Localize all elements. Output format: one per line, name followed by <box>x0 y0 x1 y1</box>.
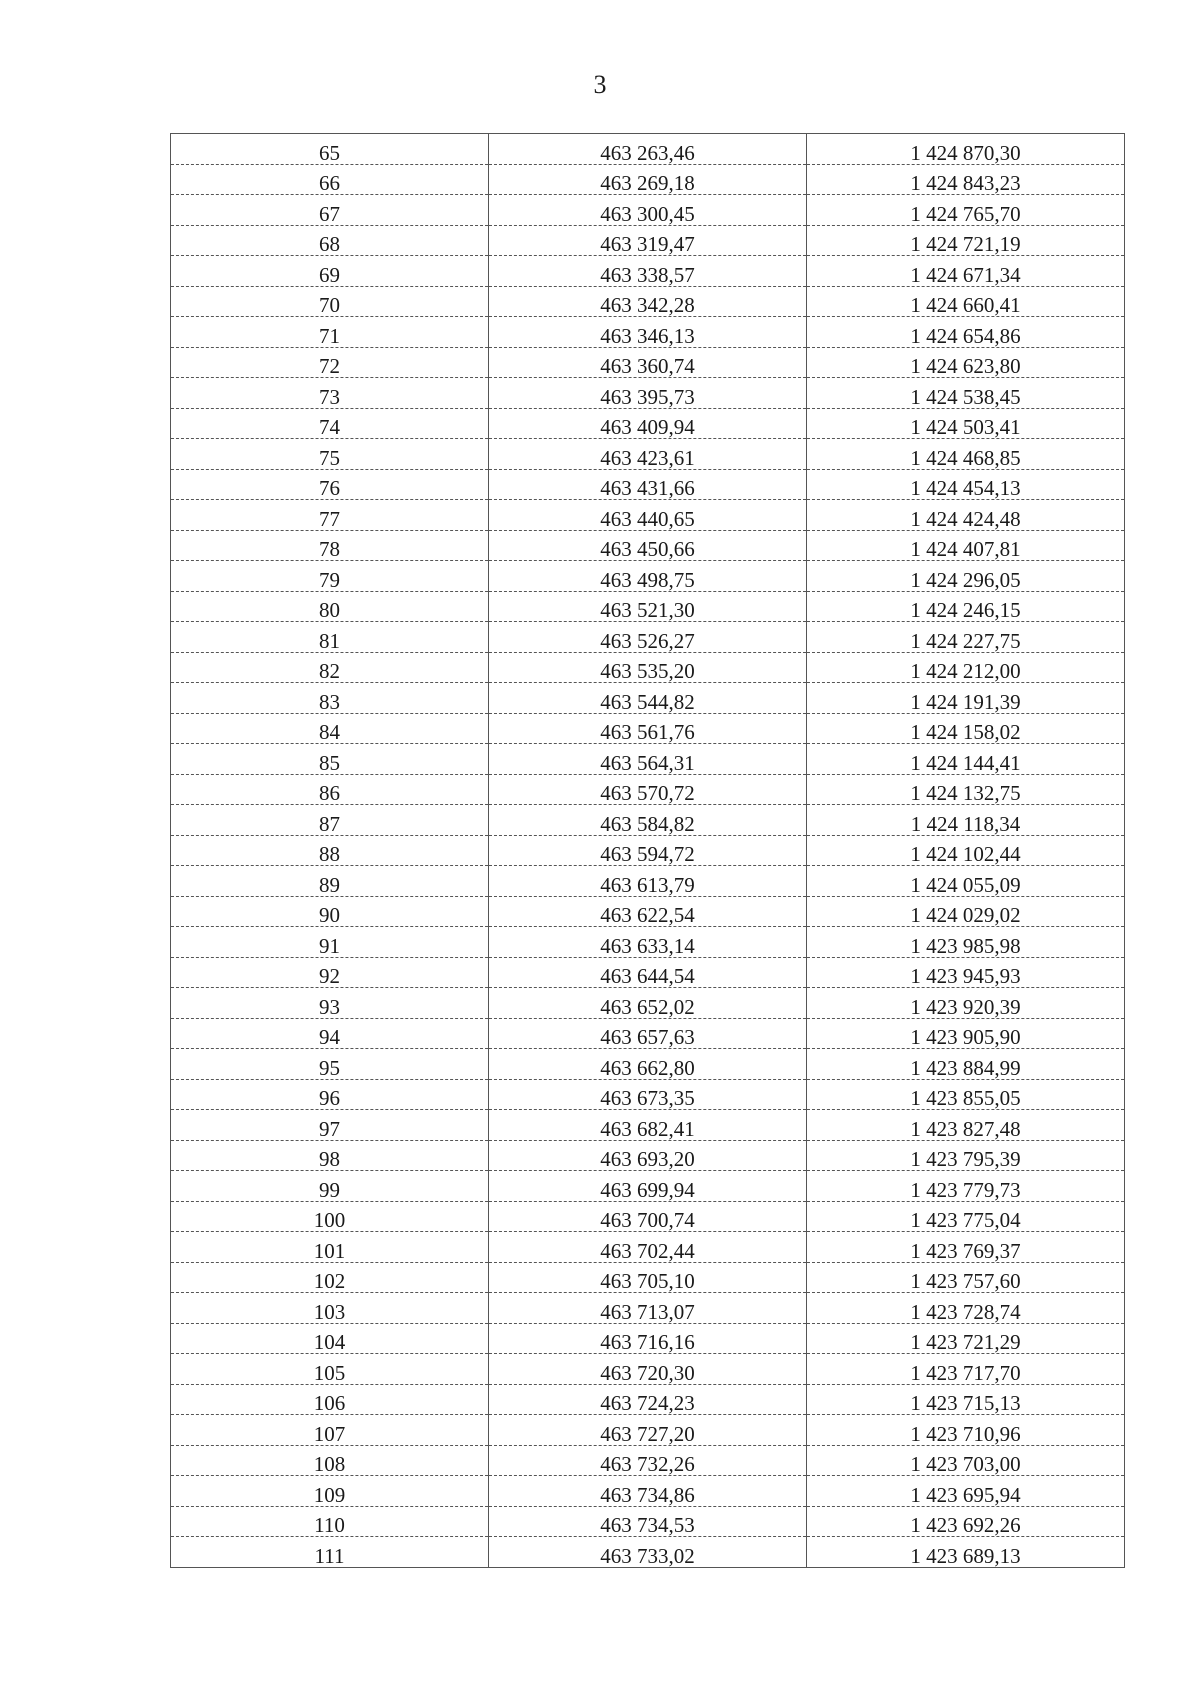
y-coordinate-cell: 1 424 671,34 <box>807 256 1125 287</box>
point-number-cell: 102 <box>171 1262 489 1293</box>
x-coordinate-cell: 463 342,28 <box>489 286 807 317</box>
point-number-cell: 84 <box>171 713 489 744</box>
y-coordinate-cell: 1 424 212,00 <box>807 652 1125 683</box>
point-number-cell: 88 <box>171 835 489 866</box>
x-coordinate-cell: 463 705,10 <box>489 1262 807 1293</box>
y-coordinate-cell: 1 424 765,70 <box>807 195 1125 226</box>
x-coordinate-cell: 463 544,82 <box>489 683 807 714</box>
table-row <box>171 713 1125 744</box>
y-coordinate-cell: 1 424 296,05 <box>807 561 1125 592</box>
table-row <box>171 896 1125 927</box>
x-coordinate-cell: 463 561,76 <box>489 713 807 744</box>
point-number-cell: 67 <box>171 195 489 226</box>
y-coordinate-cell: 1 423 769,37 <box>807 1232 1125 1263</box>
table-row <box>171 1537 1125 1568</box>
table-row <box>171 957 1125 988</box>
table-row <box>171 1415 1125 1446</box>
table-row <box>171 500 1125 531</box>
point-number-cell: 90 <box>171 896 489 927</box>
y-coordinate-cell: 1 423 695,94 <box>807 1476 1125 1507</box>
y-coordinate-cell: 1 424 623,80 <box>807 347 1125 378</box>
point-number-cell: 110 <box>171 1506 489 1537</box>
table-row <box>171 1354 1125 1385</box>
y-coordinate-cell: 1 424 118,34 <box>807 805 1125 836</box>
y-coordinate-cell: 1 424 721,19 <box>807 225 1125 256</box>
y-coordinate-cell: 1 424 158,02 <box>807 713 1125 744</box>
x-coordinate-cell: 463 734,53 <box>489 1506 807 1537</box>
x-coordinate-cell: 463 700,74 <box>489 1201 807 1232</box>
point-number-cell: 108 <box>171 1445 489 1476</box>
x-coordinate-cell: 463 570,72 <box>489 774 807 805</box>
table-row <box>171 347 1125 378</box>
point-number-cell: 105 <box>171 1354 489 1385</box>
table-row <box>171 378 1125 409</box>
table-row <box>171 866 1125 897</box>
point-number-cell: 103 <box>171 1293 489 1324</box>
point-number-cell: 95 <box>171 1049 489 1080</box>
x-coordinate-cell: 463 395,73 <box>489 378 807 409</box>
point-number-cell: 71 <box>171 317 489 348</box>
point-number-cell: 83 <box>171 683 489 714</box>
y-coordinate-cell: 1 423 715,13 <box>807 1384 1125 1415</box>
table-row <box>171 1445 1125 1476</box>
x-coordinate-cell: 463 409,94 <box>489 408 807 439</box>
table-row <box>171 1476 1125 1507</box>
table-row <box>171 1232 1125 1263</box>
y-coordinate-cell: 1 423 757,60 <box>807 1262 1125 1293</box>
table-row <box>171 1079 1125 1110</box>
point-number-cell: 94 <box>171 1018 489 1049</box>
y-coordinate-cell: 1 424 055,09 <box>807 866 1125 897</box>
y-coordinate-cell: 1 423 945,93 <box>807 957 1125 988</box>
x-coordinate-cell: 463 702,44 <box>489 1232 807 1263</box>
point-number-cell: 86 <box>171 774 489 805</box>
x-coordinate-cell: 463 732,26 <box>489 1445 807 1476</box>
y-coordinate-cell: 1 424 144,41 <box>807 744 1125 775</box>
x-coordinate-cell: 463 263,46 <box>489 134 807 165</box>
x-coordinate-cell: 463 535,20 <box>489 652 807 683</box>
point-number-cell: 91 <box>171 927 489 958</box>
x-coordinate-cell: 463 724,23 <box>489 1384 807 1415</box>
table-row <box>171 622 1125 653</box>
table-row <box>171 1293 1125 1324</box>
point-number-cell: 111 <box>171 1537 489 1568</box>
y-coordinate-cell: 1 423 717,70 <box>807 1354 1125 1385</box>
table-row <box>171 439 1125 470</box>
y-coordinate-cell: 1 423 692,26 <box>807 1506 1125 1537</box>
y-coordinate-cell: 1 424 246,15 <box>807 591 1125 622</box>
table-row <box>171 1384 1125 1415</box>
point-number-cell: 87 <box>171 805 489 836</box>
table-row <box>171 561 1125 592</box>
point-number-cell: 66 <box>171 164 489 195</box>
y-coordinate-cell: 1 424 132,75 <box>807 774 1125 805</box>
x-coordinate-cell: 463 727,20 <box>489 1415 807 1446</box>
x-coordinate-cell: 463 733,02 <box>489 1537 807 1568</box>
point-number-cell: 82 <box>171 652 489 683</box>
point-number-cell: 72 <box>171 347 489 378</box>
x-coordinate-cell: 463 269,18 <box>489 164 807 195</box>
y-coordinate-cell: 1 423 779,73 <box>807 1171 1125 1202</box>
table-row <box>171 286 1125 317</box>
table-row <box>171 744 1125 775</box>
point-number-cell: 69 <box>171 256 489 287</box>
point-number-cell: 68 <box>171 225 489 256</box>
point-number-cell: 101 <box>171 1232 489 1263</box>
x-coordinate-cell: 463 682,41 <box>489 1110 807 1141</box>
point-number-cell: 78 <box>171 530 489 561</box>
point-number-cell: 100 <box>171 1201 489 1232</box>
table-row <box>171 774 1125 805</box>
point-number-cell: 96 <box>171 1079 489 1110</box>
y-coordinate-cell: 1 424 843,23 <box>807 164 1125 195</box>
y-coordinate-cell: 1 424 029,02 <box>807 896 1125 927</box>
y-coordinate-cell: 1 424 454,13 <box>807 469 1125 500</box>
x-coordinate-cell: 463 673,35 <box>489 1079 807 1110</box>
table-row <box>171 164 1125 195</box>
x-coordinate-cell: 463 360,74 <box>489 347 807 378</box>
table-row <box>171 256 1125 287</box>
x-coordinate-cell: 463 633,14 <box>489 927 807 958</box>
x-coordinate-cell: 463 423,61 <box>489 439 807 470</box>
table-row <box>171 591 1125 622</box>
x-coordinate-cell: 463 622,54 <box>489 896 807 927</box>
table-row <box>171 805 1125 836</box>
y-coordinate-cell: 1 423 703,00 <box>807 1445 1125 1476</box>
y-coordinate-cell: 1 423 855,05 <box>807 1079 1125 1110</box>
table-row <box>171 927 1125 958</box>
table-row <box>171 530 1125 561</box>
y-coordinate-cell: 1 423 721,29 <box>807 1323 1125 1354</box>
point-number-cell: 80 <box>171 591 489 622</box>
table-row <box>171 1110 1125 1141</box>
y-coordinate-cell: 1 423 985,98 <box>807 927 1125 958</box>
point-number-cell: 74 <box>171 408 489 439</box>
point-number-cell: 106 <box>171 1384 489 1415</box>
point-number-cell: 98 <box>171 1140 489 1171</box>
x-coordinate-cell: 463 734,86 <box>489 1476 807 1507</box>
y-coordinate-cell: 1 423 795,39 <box>807 1140 1125 1171</box>
y-coordinate-cell: 1 423 689,13 <box>807 1537 1125 1568</box>
page-number: 3 <box>593 70 607 99</box>
x-coordinate-cell: 463 693,20 <box>489 1140 807 1171</box>
y-coordinate-cell: 1 423 827,48 <box>807 1110 1125 1141</box>
x-coordinate-cell: 463 594,72 <box>489 835 807 866</box>
point-number-cell: 97 <box>171 1110 489 1141</box>
coordinates-table <box>170 133 1125 1568</box>
x-coordinate-cell: 463 657,63 <box>489 1018 807 1049</box>
x-coordinate-cell: 463 526,27 <box>489 622 807 653</box>
table-row <box>171 408 1125 439</box>
x-coordinate-cell: 463 613,79 <box>489 866 807 897</box>
x-coordinate-cell: 463 584,82 <box>489 805 807 836</box>
y-coordinate-cell: 1 424 660,41 <box>807 286 1125 317</box>
point-number-cell: 93 <box>171 988 489 1019</box>
x-coordinate-cell: 463 440,65 <box>489 500 807 531</box>
table-row <box>171 1140 1125 1171</box>
x-coordinate-cell: 463 450,66 <box>489 530 807 561</box>
x-coordinate-cell: 463 662,80 <box>489 1049 807 1080</box>
table-row <box>171 195 1125 226</box>
table-row <box>171 1018 1125 1049</box>
table-row <box>171 1506 1125 1537</box>
y-coordinate-cell: 1 423 710,96 <box>807 1415 1125 1446</box>
table-row <box>171 683 1125 714</box>
point-number-cell: 77 <box>171 500 489 531</box>
x-coordinate-cell: 463 564,31 <box>489 744 807 775</box>
point-number-cell: 85 <box>171 744 489 775</box>
y-coordinate-cell: 1 423 775,04 <box>807 1201 1125 1232</box>
point-number-cell: 104 <box>171 1323 489 1354</box>
point-number-cell: 89 <box>171 866 489 897</box>
point-number-cell: 109 <box>171 1476 489 1507</box>
x-coordinate-cell: 463 699,94 <box>489 1171 807 1202</box>
y-coordinate-cell: 1 424 870,30 <box>807 134 1125 165</box>
point-number-cell: 70 <box>171 286 489 317</box>
x-coordinate-cell: 463 521,30 <box>489 591 807 622</box>
table-row <box>171 1323 1125 1354</box>
table-row <box>171 1171 1125 1202</box>
x-coordinate-cell: 463 346,13 <box>489 317 807 348</box>
y-coordinate-cell: 1 423 905,90 <box>807 1018 1125 1049</box>
coordinates-table-body <box>171 134 1125 1568</box>
table-row <box>171 1262 1125 1293</box>
x-coordinate-cell: 463 716,16 <box>489 1323 807 1354</box>
point-number-cell: 107 <box>171 1415 489 1446</box>
y-coordinate-cell: 1 423 728,74 <box>807 1293 1125 1324</box>
y-coordinate-cell: 1 424 503,41 <box>807 408 1125 439</box>
y-coordinate-cell: 1 424 227,75 <box>807 622 1125 653</box>
x-coordinate-cell: 463 644,54 <box>489 957 807 988</box>
table-row <box>171 469 1125 500</box>
point-number-cell: 76 <box>171 469 489 500</box>
y-coordinate-cell: 1 424 407,81 <box>807 530 1125 561</box>
y-coordinate-cell: 1 424 468,85 <box>807 439 1125 470</box>
point-number-cell: 73 <box>171 378 489 409</box>
x-coordinate-cell: 463 300,45 <box>489 195 807 226</box>
point-number-cell: 99 <box>171 1171 489 1202</box>
table-row <box>171 134 1125 165</box>
point-number-cell: 79 <box>171 561 489 592</box>
x-coordinate-cell: 463 720,30 <box>489 1354 807 1385</box>
table-row <box>171 835 1125 866</box>
x-coordinate-cell: 463 713,07 <box>489 1293 807 1324</box>
y-coordinate-cell: 1 424 191,39 <box>807 683 1125 714</box>
y-coordinate-cell: 1 424 654,86 <box>807 317 1125 348</box>
y-coordinate-cell: 1 424 424,48 <box>807 500 1125 531</box>
y-coordinate-cell: 1 423 920,39 <box>807 988 1125 1019</box>
table-row <box>171 652 1125 683</box>
x-coordinate-cell: 463 431,66 <box>489 469 807 500</box>
y-coordinate-cell: 1 424 538,45 <box>807 378 1125 409</box>
x-coordinate-cell: 463 338,57 <box>489 256 807 287</box>
point-number-cell: 75 <box>171 439 489 470</box>
x-coordinate-cell: 463 652,02 <box>489 988 807 1019</box>
table-row <box>171 988 1125 1019</box>
table-row <box>171 317 1125 348</box>
point-number-cell: 92 <box>171 957 489 988</box>
table-row <box>171 1201 1125 1232</box>
table-row <box>171 225 1125 256</box>
table-row <box>171 1049 1125 1080</box>
x-coordinate-cell: 463 498,75 <box>489 561 807 592</box>
y-coordinate-cell: 1 423 884,99 <box>807 1049 1125 1080</box>
point-number-cell: 65 <box>171 134 489 165</box>
y-coordinate-cell: 1 424 102,44 <box>807 835 1125 866</box>
x-coordinate-cell: 463 319,47 <box>489 225 807 256</box>
point-number-cell: 81 <box>171 622 489 653</box>
